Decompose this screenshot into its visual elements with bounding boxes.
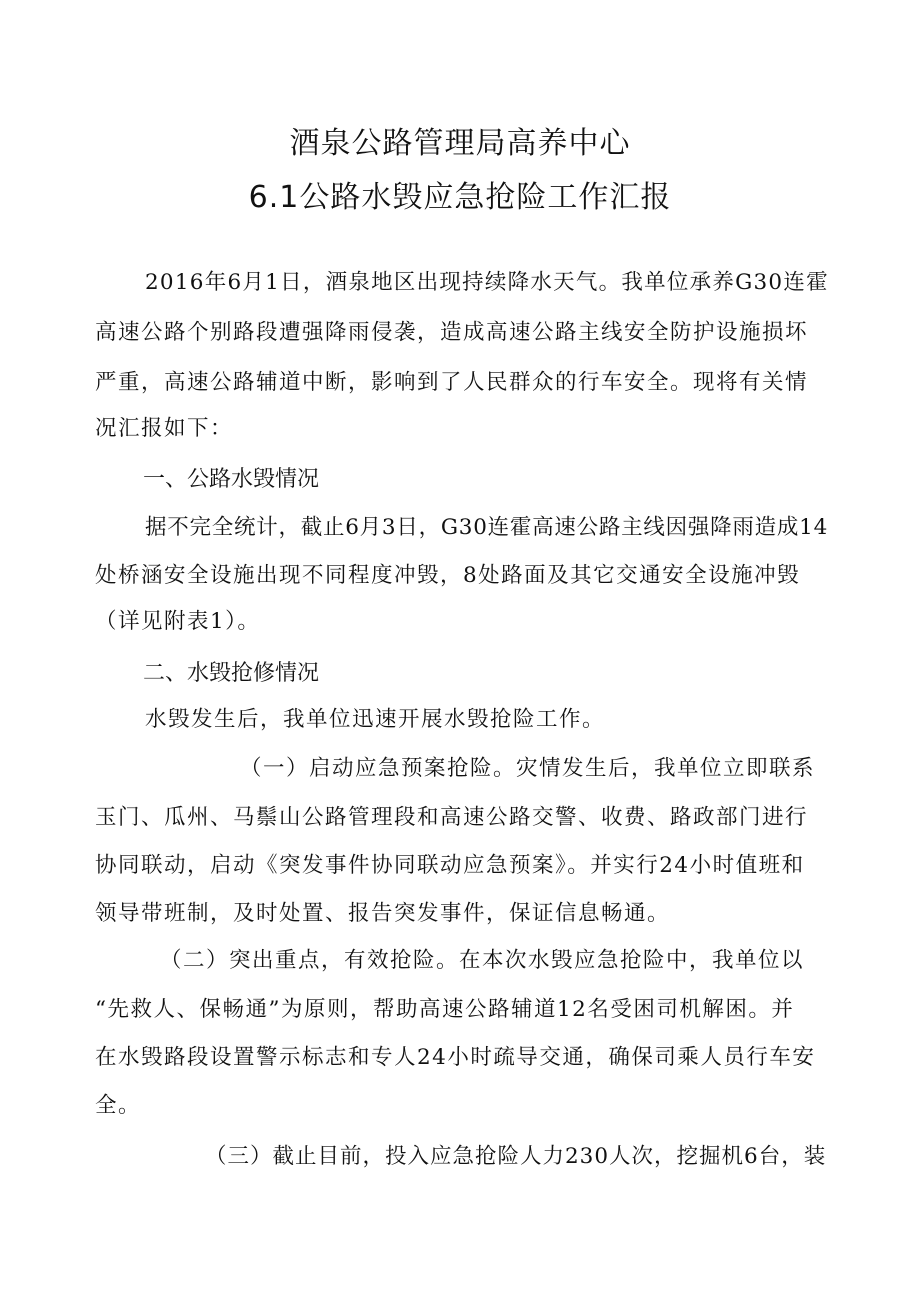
intro-line-2: 高速公路个别路段遭强降雨侵袭，造成高速公路主线安全防护设施损坏 bbox=[95, 320, 809, 345]
intro-line-3: 严重，高速公路辅道中断，影响到了人民群众的行车安全。现将有关情 bbox=[95, 370, 809, 395]
intro-line-4: 况汇报如下： bbox=[95, 416, 234, 441]
section1-line-2: 处桥涵安全设施出现不同程度冲毁，8处路面及其它交通安全设施冲毁 bbox=[95, 563, 801, 588]
intro-line-1: 2016年6月1日，酒泉地区出现持续降水天气。我单位承养G30连霍 bbox=[145, 270, 829, 295]
section1-line-1: 据不完全统计，截止6月3日，G30连霍高速公路主线因强降雨造成14 bbox=[145, 515, 829, 540]
item1-line-1: （一）启动应急预案抢险。灾情发生后，我单位立即联系 bbox=[240, 756, 816, 781]
item1-line-3: 协同联动，启动《突发事件协同联动应急预案》。并实行24小时值班和 bbox=[95, 853, 805, 878]
item2-line-4: 全。 bbox=[95, 1093, 142, 1118]
item3-line-1: （三）截止目前，投入应急抢险人力230人次，挖掘机6台，装 bbox=[205, 1144, 827, 1169]
section2-heading: 二、水毁抢修情况 bbox=[143, 661, 320, 686]
item1-line-4: 领导带班制，及时处置、报告突发事件，保证信息畅通。 bbox=[95, 901, 671, 926]
section2-intro: 水毁发生后，我单位迅速开展水毁抢险工作。 bbox=[145, 707, 606, 732]
item2-line-1: （二）突出重点，有效抢险。在本次水毁应急抢险中，我单位以 bbox=[160, 948, 805, 973]
document-title-line1: 酒泉公路管理局高养中心 bbox=[289, 126, 631, 161]
section1-heading: 一、公路水毁情况 bbox=[143, 467, 320, 492]
item2-line-2: “先救人、保畅通”为原则，帮助高速公路辅道12名受困司机解困。并 bbox=[95, 997, 795, 1022]
item1-line-2: 玉门、瓜州、马鬃山公路管理段和高速公路交警、收费、路政部门进行 bbox=[95, 805, 809, 830]
section1-line-3: （详见附表1）。 bbox=[95, 609, 261, 634]
document-title-line2: 6.1公路水毁应急抢险工作汇报 bbox=[248, 180, 672, 215]
item2-line-3: 在水毁路段设置警示标志和专人24小时疏导交通，确保司乘人员行车安 bbox=[95, 1045, 816, 1070]
